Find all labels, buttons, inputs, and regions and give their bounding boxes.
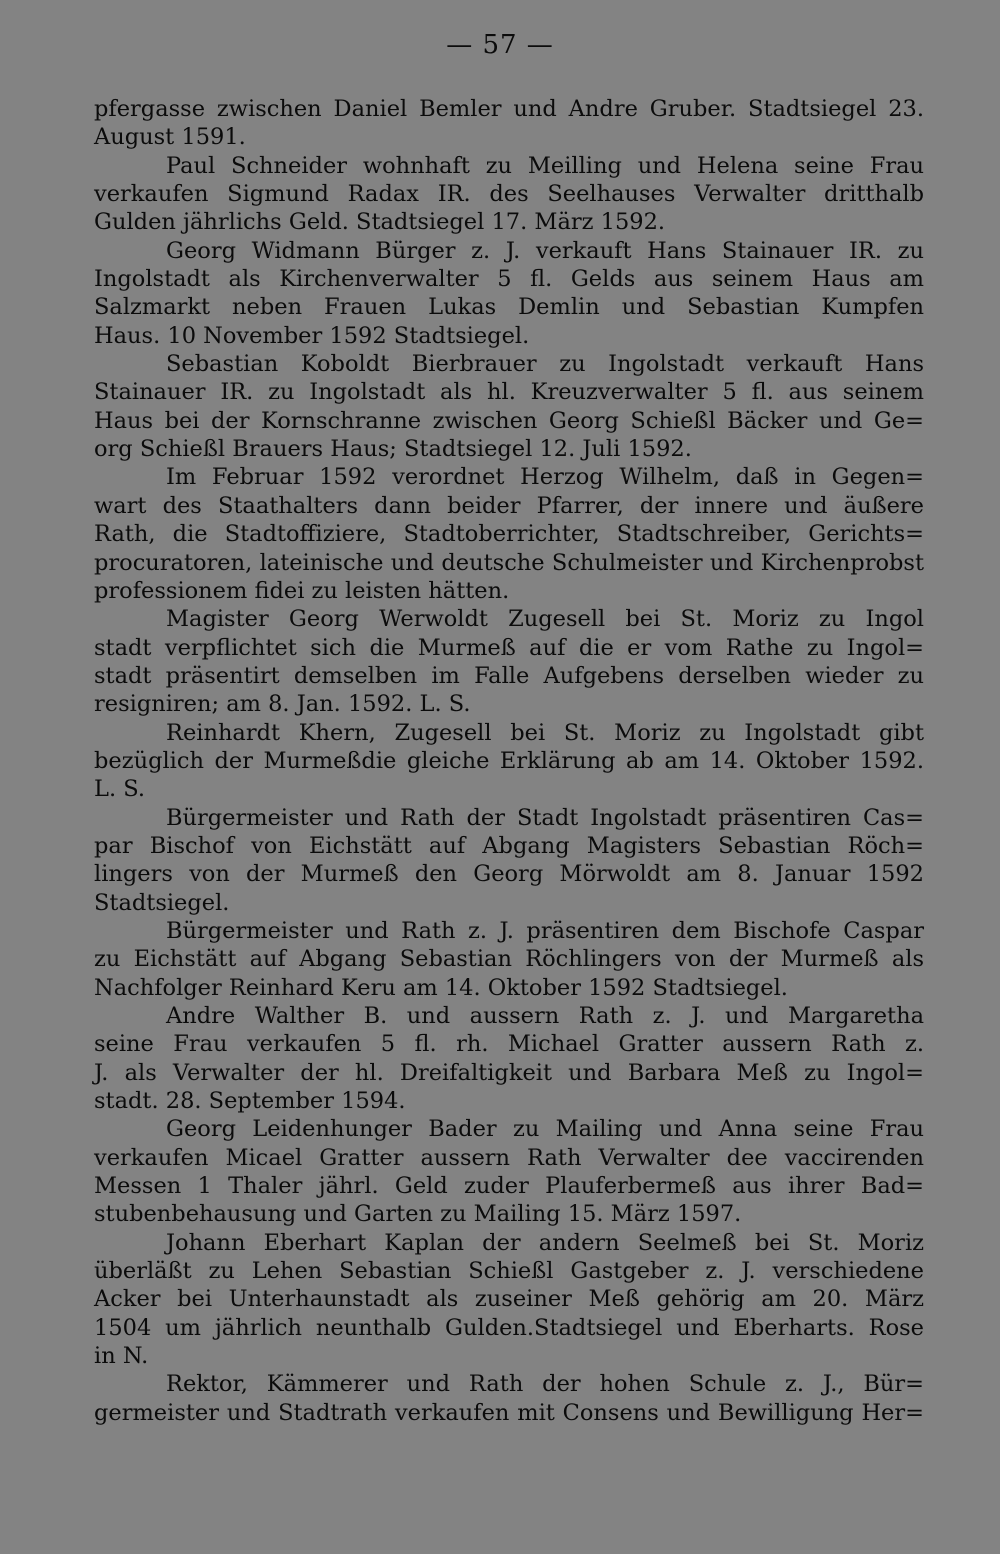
text-line: germeister und Stadtrath verkaufen mit Consens und Bewilligung Her= — [94, 1399, 924, 1426]
text-line: Gulden jährlichs Geld. Stadtsiegel 17. März 1592. — [94, 209, 666, 236]
text-line: stadt. 28. September 1594. — [94, 1088, 406, 1115]
text-line: Salzmarkt neben Frauen Lukas Demlin und Sebastian Kumpfen — [94, 294, 924, 321]
text-line: verkaufen Sigmund Radax IR. des Seelhauses Verwalter dritthalb — [94, 181, 924, 208]
text-line: seine Frau verkaufen 5 fl. rh. Michael Gratter aussern Rath z. — [94, 1031, 924, 1058]
text-line: Bürgermeister und Rath der Stadt Ingolstadt präsentiren Cas= — [166, 804, 924, 831]
text-line: Ingolstadt als Kirchenverwalter 5 fl. Gelds aus seinem Haus am — [94, 266, 924, 293]
page-text — [94, 95, 924, 1427]
text-line: Bürgermeister und Rath z. J. präsentiren dem Bischofe Caspar — [166, 917, 924, 944]
text-line: verkaufen Micael Gratter aussern Rath Verwalter dee vaccirenden — [94, 1144, 924, 1171]
text-line: Reinhardt Khern, Zugesell bei St. Moriz zu Ingolstadt gibt — [166, 719, 924, 746]
text-line: J. als Verwalter der hl. Dreifaltigkeit und Barbara Meß zu Ingol= — [94, 1059, 924, 1086]
text-line: stadt verpflichtet sich die Murmeß auf die er vom Rathe zu Ingol= — [94, 634, 924, 661]
text-line: Georg Widmann Bürger z. J. verkauft Hans Stainauer IR. zu — [166, 237, 924, 264]
text-line: Stainauer IR. zu Ingolstadt als hl. Kreuzverwalter 5 fl. aus seinem — [94, 379, 924, 406]
text-line: Rath, die Stadtoffiziere, Stadtoberrichter, Stadtschreiber, Gerichts= — [94, 521, 924, 548]
text-line: Sebastian Koboldt Bierbrauer zu Ingolstadt verkauft Hans — [166, 351, 924, 378]
text-line: Haus. 10 November 1592 Stadtsiegel. — [94, 322, 530, 349]
text-line: Messen 1 Thaler jährl. Geld zuder Plauferbermeß aus ihrer Bad= — [94, 1173, 924, 1200]
text-line: in N. — [94, 1343, 149, 1370]
text-line: stubenbehausung und Garten zu Mailing 15. März 1597. — [94, 1201, 742, 1228]
text-line: resigniren; am 8. Jan. 1592. L. S. — [94, 691, 471, 718]
text-line: pfergasse zwischen Daniel Bemler und Andre Gruber. Stadtsiegel 23. — [94, 96, 924, 122]
text-line: stadt präsentirt demselben im Falle Aufgebens derselben wieder zu — [94, 662, 924, 689]
text-line: Nachfolger Reinhard Keru am 14. Oktober 1592 Stadtsiegel. — [94, 974, 788, 1001]
text-line: Rektor, Kämmerer und Rath der hohen Schule z. J., Bür= — [166, 1371, 924, 1398]
text-line: professionem fidei zu leisten hätten. — [94, 577, 510, 604]
text-line: überläßt zu Lehen Sebastian Schießl Gastgeber z. J. verschiedene — [94, 1258, 924, 1285]
text-line: Andre Walther B. und aussern Rath z. J. und Margaretha — [166, 1003, 924, 1029]
page-number: — 57 — — [446, 30, 554, 60]
text-line: L. S. — [94, 776, 146, 803]
text-line: zu Eichstätt auf Abgang Sebastian Röchlingers von der Murmeß als — [94, 946, 924, 973]
text-line: 1504 um jährlich neunthalb Gulden.Stadtsiegel und Eberharts. Rose — [94, 1314, 924, 1341]
text-line: procuratoren, lateinische und deutsche Schulmeister und Kirchenprobst — [94, 549, 924, 576]
text-line: Magister Georg Werwoldt Zugesell bei St. Moriz zu Ingol — [166, 606, 924, 633]
text-line: August 1591. — [94, 124, 246, 151]
text-line: Im Februar 1592 verordnet Herzog Wilhelm, daß in Gegen= — [166, 464, 924, 491]
text-line: Stadtsiegel. — [94, 889, 230, 916]
text-line: Johann Eberhart Kaplan der andern Seelmeß bei St. Moriz — [166, 1229, 924, 1256]
text-line: lingers von der Murmeß den Georg Mörwoldt am 8. Januar 1592 — [94, 861, 924, 888]
text-line: Acker bei Unterhaunstadt als zuseiner Meß gehörig am 20. März — [94, 1286, 924, 1313]
text-line: Haus bei der Kornschranne zwischen Georg Schießl Bäcker und Ge= — [94, 407, 924, 434]
text-line: org Schießl Brauers Haus; Stadtsiegel 12. Juli 1592. — [94, 436, 692, 463]
text-line: par Bischof von Eichstätt auf Abgang Magisters Sebastian Röch= — [94, 832, 924, 859]
text-line: Paul Schneider wohnhaft zu Meilling und Helena seine Frau — [166, 152, 924, 179]
text-line: wart des Staathalters dann beider Pfarrer, der innere und äußere — [94, 492, 924, 519]
text-line: Georg Leidenhunger Bader zu Mailing und Anna seine Frau — [166, 1116, 924, 1143]
text-line: bezüglich der Murmeßdie gleiche Erklärung ab am 14. Oktober 1592. — [94, 747, 924, 774]
